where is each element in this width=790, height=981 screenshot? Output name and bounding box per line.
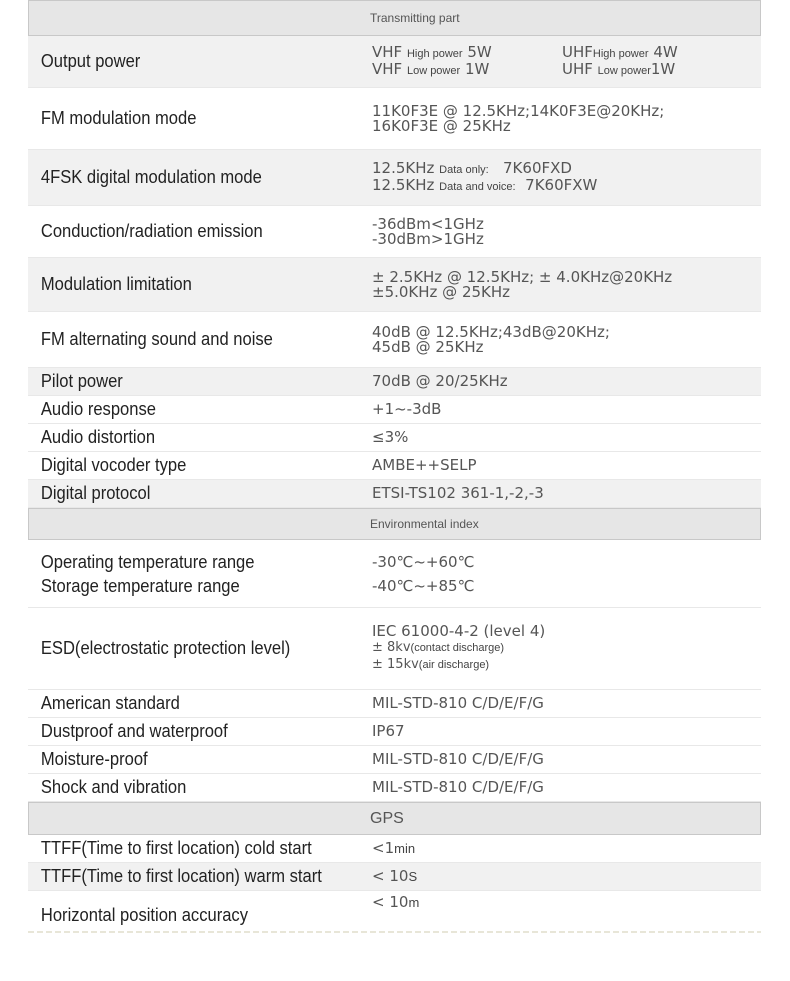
spec-value: MIL-STD-810 C/D/E/F/G [372, 750, 544, 768]
spec-label: Dustproof and waterproof [40, 721, 228, 741]
spec-label: Output power [40, 51, 141, 71]
spec-label: Modulation limitation [40, 274, 192, 294]
spec-row-emission [28, 206, 761, 258]
spec-label: FM alternating sound and noise [40, 329, 273, 349]
spec-label: Conduction/radiation emission [40, 221, 263, 241]
spec-value: < 10S [372, 867, 418, 885]
spec-value: 70dB @ 20/25KHz [372, 372, 508, 390]
spec-value: -30℃~+60℃ -40℃~+85℃ [372, 552, 475, 595]
spec-row-vocoder [28, 452, 761, 480]
spec-value: ≤3% [372, 428, 409, 446]
spec-row-ttff-cold [28, 835, 761, 863]
spec-sheet [28, 0, 761, 929]
spec-row-audio-response [28, 396, 761, 424]
spec-label: Operating temperature range Storage temperature range [40, 551, 255, 596]
spec-value: AMBE++SELP [372, 456, 477, 474]
spec-label: Moisture-proof [40, 749, 148, 769]
spec-value: -36dBm<1GHz -30dBm>1GHz [372, 214, 484, 248]
spec-row-temperature [28, 540, 761, 608]
spec-row-moisture-proof [28, 746, 761, 774]
bottom-divider [28, 931, 761, 933]
spec-label: TTFF(Time to first location) cold start [40, 838, 312, 858]
spec-label: Digital vocoder type [40, 455, 187, 475]
section-header-gps [28, 802, 761, 835]
spec-label: Pilot power [40, 371, 123, 391]
spec-value: MIL-STD-810 C/D/E/F/G [372, 694, 544, 712]
spec-row-shock-vibration [28, 774, 761, 802]
spec-label: Digital protocol [40, 483, 151, 503]
section-title: Transmitting part [370, 11, 460, 25]
spec-row-audio-distortion [28, 424, 761, 452]
spec-value: <1min [372, 839, 416, 857]
spec-value: 11K0F3E @ 12.5KHz;14K0F3E@20KHz; 16K0F3E @ 25KHz [372, 101, 665, 135]
section-header-transmitting [28, 0, 761, 36]
spec-value: IEC 61000-4-2 (level 4) ± 8kv(contact discharge) ± 15kv(air discharge) [372, 622, 546, 672]
spec-value: 12.5KHz Data only: 7K60FXD 12.5KHz Data and voice: 7K60FXW [372, 158, 598, 194]
spec-label: American standard [40, 693, 180, 713]
spec-label: ESD(electrostatic protection level) [40, 638, 291, 658]
spec-label: Audio response [40, 399, 156, 419]
spec-row-american-standard [28, 690, 761, 718]
spec-value: MIL-STD-810 C/D/E/F/G [372, 778, 544, 796]
section-title: Environmental index [370, 517, 479, 531]
spec-row-dustproof [28, 718, 761, 746]
spec-row-modulation-limitation [28, 258, 761, 312]
spec-row-pilot-power [28, 368, 761, 396]
spec-value: 40dB @ 12.5KHz;43dB@20KHz; 45dB @ 25KHz [372, 322, 610, 356]
spec-label: TTFF(Time to first location) warm start [40, 866, 322, 886]
section-header-environmental [28, 508, 761, 540]
section-title: GPS [370, 809, 404, 827]
spec-row-fm-modulation [28, 88, 761, 150]
spec-value: VHF High power 5W UHFHigh power 4W VHF Low power 1W UHF Low power1W [372, 42, 678, 78]
spec-row-output-power [28, 36, 761, 88]
spec-row-horizontal-accuracy [28, 891, 761, 929]
spec-label: Horizontal position accuracy [40, 905, 248, 925]
spec-value: IP67 [372, 722, 405, 740]
spec-row-4fsk [28, 150, 761, 206]
spec-label: Audio distortion [40, 427, 156, 447]
spec-label: FM modulation mode [40, 108, 197, 128]
spec-value: ETSI-TS102 361-1,-2,-3 [372, 484, 544, 502]
spec-row-esd [28, 608, 761, 690]
spec-row-ttff-warm [28, 863, 761, 891]
spec-value: ± 2.5KHz @ 12.5KHz; ± 4.0KHz@20KHz ±5.0KHz @ 25KHz [372, 267, 673, 301]
spec-label: 4FSK digital modulation mode [40, 167, 262, 187]
spec-value: < 10m [372, 893, 420, 911]
spec-value: +1~-3dB [372, 400, 442, 418]
spec-label: Shock and vibration [40, 777, 187, 797]
spec-row-digital-protocol [28, 480, 761, 508]
spec-row-fm-noise [28, 312, 761, 368]
